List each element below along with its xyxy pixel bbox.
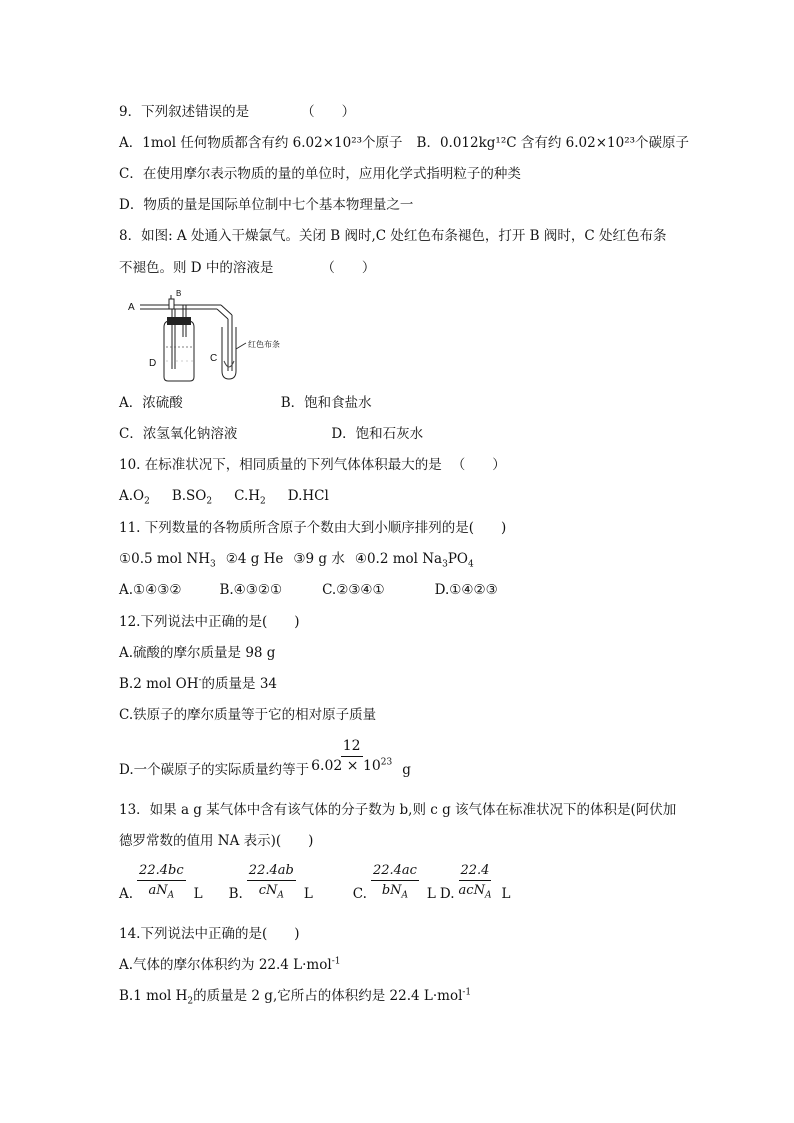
q9-option-b: B．0.012kg¹²C 含有约 6.02×10²³个碳原子 <box>416 135 690 151</box>
q11-option-c: C.②③④① <box>322 582 385 598</box>
q11-option-d: D.①④②③ <box>434 582 498 598</box>
q9-bracket: （ ） <box>301 104 356 120</box>
q9-option-d: D．物质的量是国际单位制中七个基本物理量之一 <box>119 197 414 213</box>
q13-stem-line2: 德罗常数的值用 NA 表示)( ) <box>119 833 314 849</box>
q13-option-c: C. $\frac{22.4ac}{bN_A}$ L <box>352 863 436 902</box>
q8-options-ab <box>119 393 372 413</box>
q11-option-a: A.①④③② <box>119 582 182 598</box>
q14-option-b: B.1 mol $H_2$的质量是 2 g,它所占的体积约是 22.4 L·mol$^{-1}$ <box>119 987 472 1007</box>
q8-bracket: （ ） <box>321 260 376 276</box>
q12-stem: 12.下列说法中正确的是( ) <box>119 614 300 630</box>
q8-stem-line2: 不褪色。则 D 中的溶液是 （ ） <box>119 260 376 276</box>
valve-b <box>169 299 174 309</box>
q11-item-4: ④0.2 mol $Na_3PO_4$ <box>354 551 474 570</box>
cloth-pointer <box>236 343 246 349</box>
q10-option-c: $C.H_2$ <box>234 488 266 507</box>
q13-option-d: D. $\frac{22.4}{acN_A}$ L <box>439 863 511 902</box>
q13-stem-line1: 13．如果 a g 某气体中含有该气体的分子数为 b,则 c g 该气体在标准状况下的体积是(阿伏加 <box>119 802 677 818</box>
bottle-stopper <box>167 317 191 325</box>
q11-option-b: B.④③②① <box>219 582 283 598</box>
test-tube-c <box>222 327 236 379</box>
q12-option-a: A.硫酸的摩尔质量是 98 g <box>119 645 276 661</box>
q14-stem: 14.下列说法中正确的是( ) <box>119 926 300 942</box>
q12-option-b: B.2 mol OH-的质量是 34 <box>119 675 278 692</box>
label-red-cloth: 红色布条 <box>248 340 280 349</box>
q10-option-a: $A.O_2$ <box>119 488 150 507</box>
q11-stem: 11. 下列数量的各物质所含原子个数由大到小顺序排列的是( ) <box>119 520 507 536</box>
q9-option-a: A．1mol 任何物质都含有约 6.02×10²³个原子 <box>119 135 403 151</box>
label-a: A <box>128 302 135 313</box>
q8-options-cd <box>119 424 423 444</box>
q9-option-c: C．在使用摩尔表示物质的量的单位时，应用化学式指明粒子的种类 <box>119 166 521 182</box>
q9-stem: 9．下列叙述错误的是 （ ） <box>119 104 356 120</box>
q8-option-a: A．浓硫酸 <box>119 395 183 411</box>
bottle-d <box>164 321 194 381</box>
q8-stem-line1: 8．如图: A 处通入干燥氯气。关闭 B 阀时,C 处红色布条褪色，打开 B 阀时，C 处红色布条 <box>119 228 667 244</box>
q8-option-b: B．饱和食盐水 <box>280 395 372 411</box>
q12-option-d-fraction: $\frac{12}{6.02 \times 10^{23}}$ <box>311 738 393 774</box>
q13-option-a: A. $\frac{22.4bc}{aN_A}$ L <box>119 863 203 902</box>
q12-option-c: C.铁原子的摩尔质量等于它的相对原子质量 <box>119 707 377 723</box>
label-c: C <box>210 353 218 364</box>
q13-options <box>119 862 510 902</box>
label-b: B <box>176 289 182 298</box>
q13-option-b: B. $\frac{22.4ab}{cN_A}$ L <box>228 863 313 902</box>
q11-item-1: ①0.5 mol $NH_3$ <box>119 551 216 570</box>
q12-option-d: D.一个碳原子的实际质量约等于 $\frac{12}{6.02 \times 10^{23}}$ g <box>119 738 411 778</box>
q10-options <box>119 486 329 506</box>
q10-bracket: （ ） <box>451 457 506 473</box>
q11-items <box>119 549 474 569</box>
q11-item-3: ③9 g 水 <box>293 551 345 567</box>
label-d: D <box>149 358 157 369</box>
gas-apparatus-figure <box>118 287 298 387</box>
q14-option-a: A.气体的摩尔体积约为 22.4 L·mol$^{-1}$ <box>119 956 341 973</box>
q11-item-2: ②4 g He <box>225 551 284 567</box>
q10-option-d: D.HCl <box>287 488 329 504</box>
q10-stem: 10. 在标准状况下，相同质量的下列气体体积最大的是 （ ） <box>119 457 506 473</box>
q11-options <box>119 580 498 600</box>
q9-options-ab <box>119 133 689 153</box>
q8-option-d: D．饱和石灰水 <box>331 426 424 442</box>
q10-option-b: $B.SO_2$ <box>171 488 213 507</box>
q8-option-c: C．浓氢氧化钠溶液 <box>119 426 238 442</box>
